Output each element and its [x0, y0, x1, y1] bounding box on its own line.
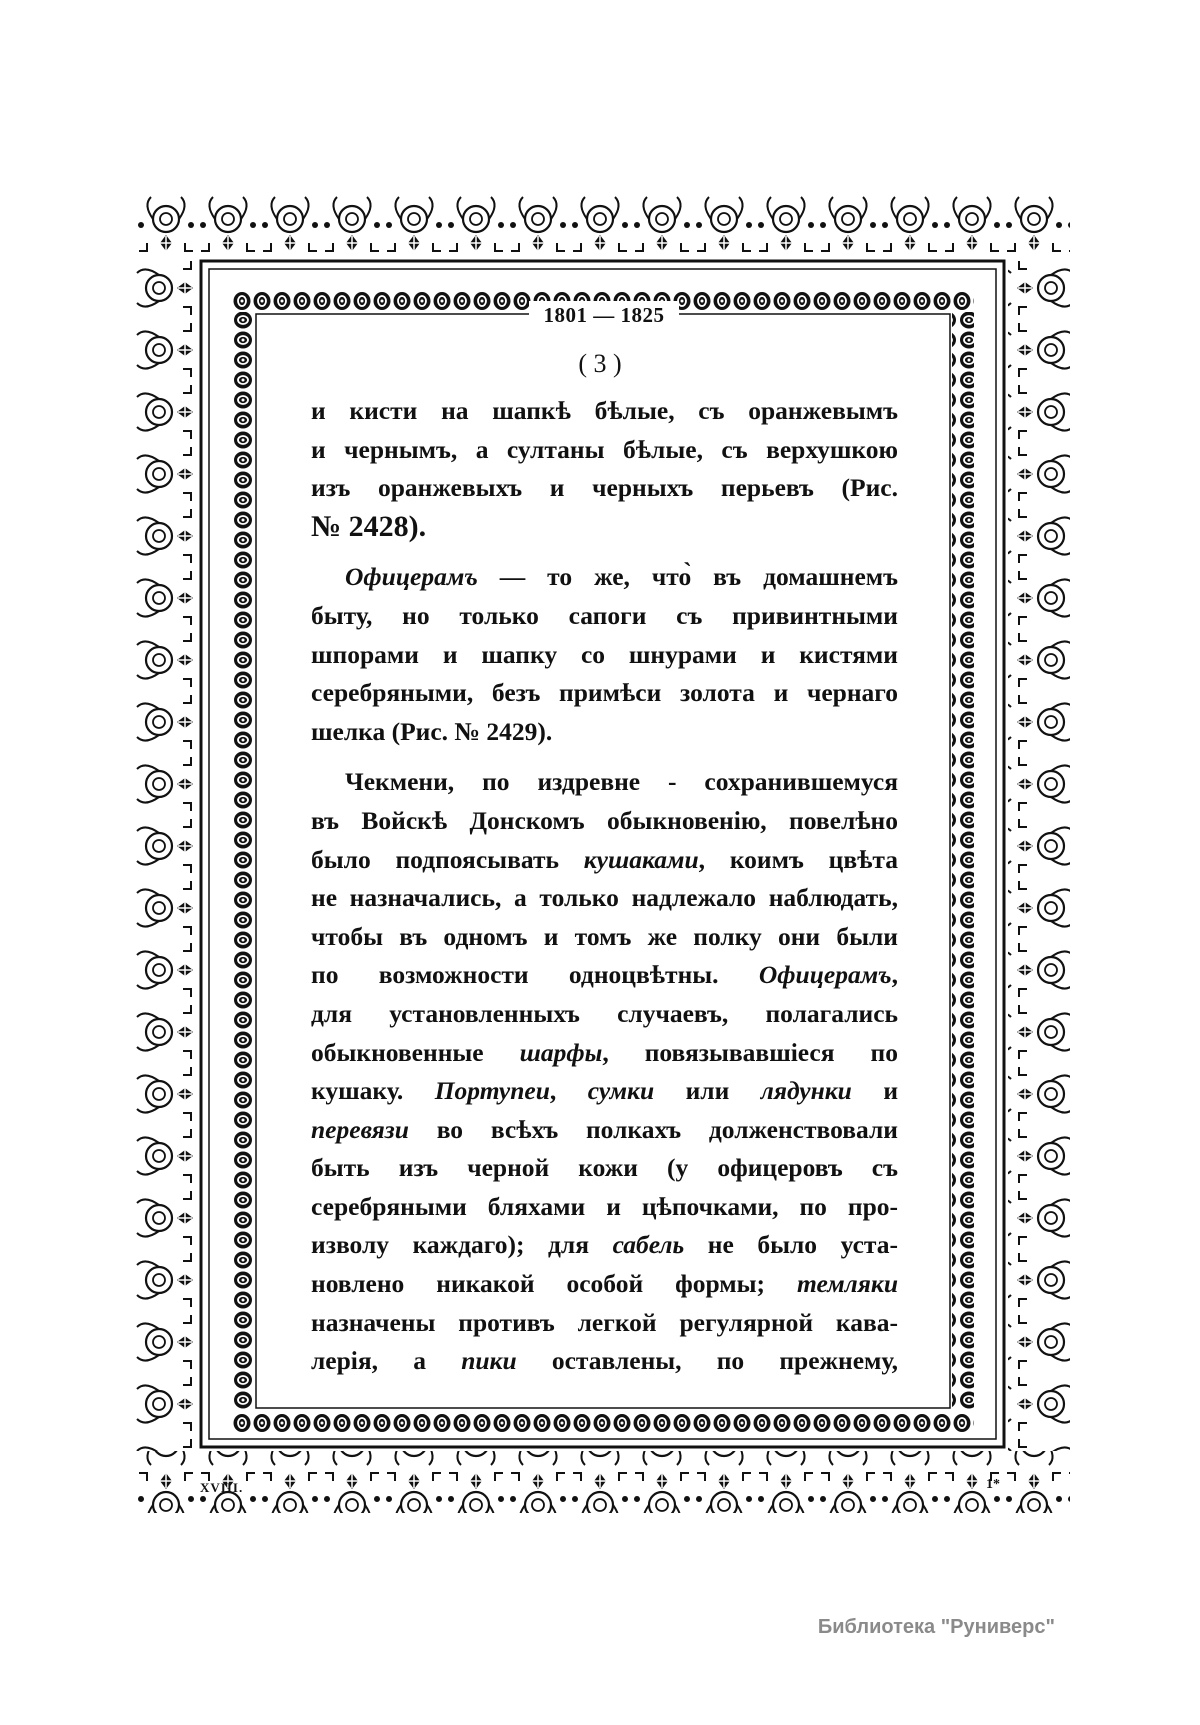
text-line: быть изъ черной кожи (у офицеровъ съ	[311, 1153, 898, 1183]
body-text	[311, 392, 898, 1381]
text-line: серебряными, безъ примѣси золота и чернаго	[311, 678, 898, 708]
paragraph-3	[311, 763, 898, 1381]
text-line: и чернымъ, а султаны бѣлые, съ верхушкою	[311, 434, 898, 464]
signature-mark-right: 1*	[986, 1477, 1000, 1492]
text-line: по возможности одноцвѣтны. Офицерамъ,	[311, 960, 898, 990]
text-line: Офицерамъ — то же, что̀ въ домашнемъ	[345, 562, 898, 592]
text-line: быту, но только сапоги съ привинтными	[311, 600, 898, 630]
italic-term: сабель	[612, 1230, 685, 1260]
page-number: ( 3 )	[578, 349, 622, 378]
paragraph-2	[311, 558, 898, 751]
text-line: лерія, а пики оставлены, по прежнему,	[311, 1346, 898, 1376]
text-line: обыкновенные шарфы, повязывавшіеся по	[311, 1037, 898, 1067]
text-line: перевязи во всѣхъ полкахъ долженствовали	[311, 1114, 898, 1144]
italic-term: сумки	[587, 1076, 655, 1106]
text-line: шпорами и шапку со шнурами и кистями	[311, 639, 898, 669]
text-line: въ Войскѣ Донскомъ обыкновенію, повелѣно	[311, 805, 898, 835]
italic-term: шарфы	[519, 1037, 603, 1067]
text-line: серебряными бляхами и цѣпочками, по про-	[311, 1191, 898, 1221]
italic-term: темляки	[797, 1269, 898, 1299]
text-line: шелка (Рис. № 2429).	[311, 716, 553, 746]
text-line: кушаку. Портупеи, сумки или лядунки и	[311, 1076, 899, 1106]
italic-term: кушаками	[583, 844, 699, 874]
text-line: было подпоясывать кушаками, коимъ цвѣта	[311, 844, 898, 874]
italic-term: пики	[461, 1346, 517, 1376]
library-watermark: Библиотека "Руниверс"	[817, 1616, 1055, 1638]
text-line: и кисти на шапкѣ бѣлые, съ оранжевымъ	[311, 396, 898, 425]
text-line: для установленныхъ случаевъ, полагались	[311, 998, 898, 1028]
italic-term: перевязи	[311, 1114, 409, 1144]
text-line: назначены противъ легкой регулярной кава-	[311, 1307, 898, 1337]
signature-mark-left: XVIII.	[200, 1480, 244, 1495]
text-line: изъ оранжевыхъ и черныхъ перьевъ (Рис.	[311, 473, 898, 503]
text-line: чтобы въ одномъ и томъ же полку они были	[311, 921, 898, 951]
italic-term: Офицерамъ	[758, 960, 892, 990]
header-years: 1801 — 1825	[529, 301, 679, 329]
text-line: Чекмени, по издревне - сохранившемуся	[345, 767, 898, 797]
text-line: изволу каждаго); для сабель не было уста-	[311, 1230, 898, 1260]
paragraph-1	[311, 392, 898, 546]
italic-term: Офицерамъ	[345, 562, 478, 592]
italic-term: Портупеи	[434, 1076, 550, 1106]
text-line: не назначались, а только надлежало наблюдать,	[311, 883, 898, 913]
italic-term: лядунки	[760, 1076, 852, 1106]
text-line: № 2428).	[311, 509, 427, 543]
text-line: новлено никакой особой формы; темляки	[311, 1269, 898, 1299]
